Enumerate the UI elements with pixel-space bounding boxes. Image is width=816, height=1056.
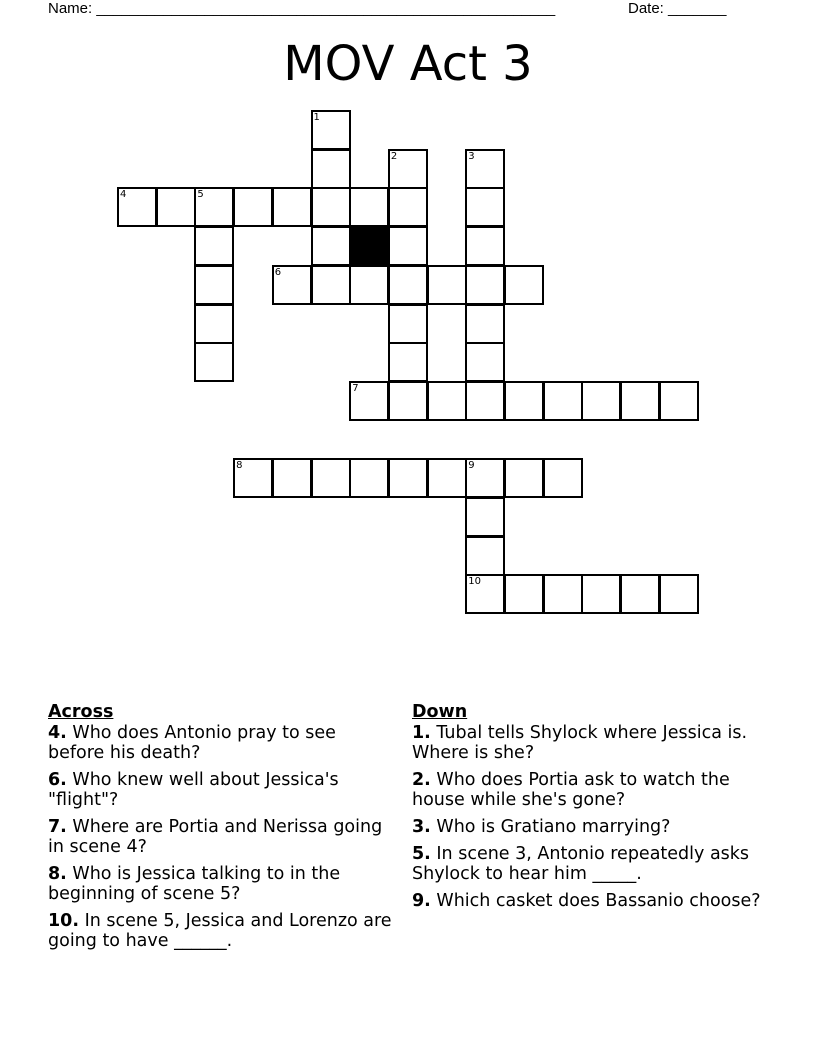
crossword-cell[interactable] <box>504 381 544 421</box>
clue-down-5 <box>412 844 762 884</box>
crossword-cell[interactable] <box>311 265 351 305</box>
page-title: MOV Act 3 <box>283 36 533 92</box>
clue-text: Where are Portia and Nerissa going in scene 4? <box>48 817 383 857</box>
clue-down-9 <box>412 891 762 911</box>
clue-text: Who does Portia ask to watch the house while she's gone? <box>412 770 730 810</box>
clue-across-8 <box>48 864 393 904</box>
crossword-cell[interactable] <box>388 458 428 498</box>
cell-number: 5 <box>197 189 204 201</box>
crossword-cell[interactable] <box>388 342 428 382</box>
across-heading: Across <box>48 702 114 722</box>
crossword-cell[interactable] <box>581 381 621 421</box>
crossword-cell[interactable] <box>272 458 312 498</box>
cell-number: 9 <box>468 460 475 472</box>
crossword-cell[interactable] <box>659 381 699 421</box>
clue-across-4 <box>48 723 393 763</box>
crossword-cell[interactable] <box>543 458 583 498</box>
clue-down-1 <box>412 723 762 763</box>
clue-across-10 <box>48 911 393 951</box>
across-clues <box>48 702 393 958</box>
clue-number: 3. <box>412 817 431 837</box>
crossword-cell[interactable] <box>427 265 467 305</box>
crossword-cell[interactable] <box>117 187 157 227</box>
crossword-cell[interactable] <box>194 265 234 305</box>
clue-across-6 <box>48 770 393 810</box>
down-clue-list <box>412 723 762 911</box>
crossword-cell[interactable] <box>194 226 234 266</box>
crossword-cell[interactable] <box>272 187 312 227</box>
crossword-cell[interactable] <box>388 226 428 266</box>
crossword-cell[interactable] <box>465 187 505 227</box>
cell-number: 4 <box>120 189 127 201</box>
crossword-cell[interactable] <box>465 381 505 421</box>
clue-number: 7. <box>48 817 67 837</box>
cell-number: 1 <box>313 112 320 123</box>
clue-text: In scene 3, Antonio repeatedly asks Shylock to hear him _____. <box>412 844 750 884</box>
cell-number: 3 <box>468 150 475 162</box>
clue-number: 2. <box>412 770 431 790</box>
crossword-black-cell <box>349 226 389 266</box>
clue-number: 9. <box>412 891 431 911</box>
clue-down-3 <box>412 817 762 837</box>
cell-number: 6 <box>274 266 282 278</box>
crossword-cell[interactable] <box>465 497 505 537</box>
crossword-cell[interactable] <box>581 574 621 614</box>
crossword-cell[interactable] <box>349 381 389 421</box>
crossword-cell[interactable] <box>194 187 234 227</box>
crossword-cell[interactable] <box>465 304 505 344</box>
crossword-cell[interactable] <box>659 574 699 614</box>
down-clues <box>412 702 762 918</box>
cell-number: 7 <box>352 382 359 394</box>
clue-text: Who knew well about Jessica's "flight"? <box>48 770 339 810</box>
clue-down-2 <box>412 770 762 810</box>
crossword-cell[interactable] <box>311 110 351 150</box>
clue-text: Who is Jessica talking to in the beginning of scene 5? <box>48 864 341 904</box>
crossword-cell[interactable] <box>543 381 583 421</box>
name-field-line: Name: _______________________________________________________ <box>48 0 556 17</box>
crossword-cell[interactable] <box>465 149 505 189</box>
crossword-cell[interactable] <box>465 536 505 576</box>
date-field-line: Date: _______ <box>628 0 727 17</box>
crossword-cell[interactable] <box>388 187 428 227</box>
crossword-cell[interactable] <box>156 187 196 227</box>
crossword-cell[interactable] <box>465 458 505 498</box>
crossword-cell[interactable] <box>465 342 505 382</box>
cell-number: 2 <box>390 150 398 162</box>
clue-number: 8. <box>48 864 67 884</box>
clue-number: 10. <box>48 911 80 931</box>
crossword-cell[interactable] <box>272 265 312 305</box>
clue-text: Which casket does Bassanio choose? <box>430 891 761 911</box>
crossword-cell[interactable] <box>427 458 467 498</box>
clue-number: 4. <box>48 723 67 743</box>
crossword-cell[interactable] <box>504 574 544 614</box>
crossword-cell[interactable] <box>194 342 234 382</box>
clue-number: 5. <box>412 844 431 864</box>
crossword-cell[interactable] <box>311 458 351 498</box>
crossword-cell[interactable] <box>427 381 467 421</box>
crossword-cell[interactable] <box>311 187 351 227</box>
crossword-cell[interactable] <box>388 149 428 189</box>
crossword-cell[interactable] <box>349 458 389 498</box>
across-clue-list <box>48 723 393 951</box>
crossword-cell[interactable] <box>388 304 428 344</box>
crossword-cell[interactable] <box>504 458 544 498</box>
crossword-cell[interactable] <box>311 149 351 189</box>
clue-number: 6. <box>48 770 67 790</box>
clue-across-7 <box>48 817 393 857</box>
cell-number: 8 <box>236 460 243 472</box>
crossword-cell[interactable] <box>388 265 428 305</box>
crossword-cell[interactable] <box>620 574 660 614</box>
crossword-cell[interactable] <box>620 381 660 421</box>
crossword-cell[interactable] <box>233 458 273 498</box>
crossword-cell[interactable] <box>311 226 351 266</box>
clue-text: Tubal tells Shylock where Jessica is. Where is she? <box>412 723 748 763</box>
crossword-cell[interactable] <box>349 187 389 227</box>
down-heading: Down <box>412 702 468 722</box>
cell-number: 10 <box>468 576 482 588</box>
crossword-cell[interactable] <box>388 381 428 421</box>
clue-text: Who is Gratiano marrying? <box>430 817 671 837</box>
crossword-cell[interactable] <box>233 187 273 227</box>
crossword-cell[interactable] <box>465 265 505 305</box>
clue-text: Who does Antonio pray to see before his death? <box>48 723 336 763</box>
crossword-cell[interactable] <box>543 574 583 614</box>
crossword-cell[interactable] <box>465 226 505 266</box>
clue-number: 1. <box>412 723 431 743</box>
crossword-cell[interactable] <box>349 265 389 305</box>
crossword-cell[interactable] <box>465 574 505 614</box>
crossword-cell[interactable] <box>194 304 234 344</box>
crossword-cell[interactable] <box>504 265 544 305</box>
clue-text: In scene 5, Jessica and Lorenzo are going to have ______. <box>48 911 392 951</box>
